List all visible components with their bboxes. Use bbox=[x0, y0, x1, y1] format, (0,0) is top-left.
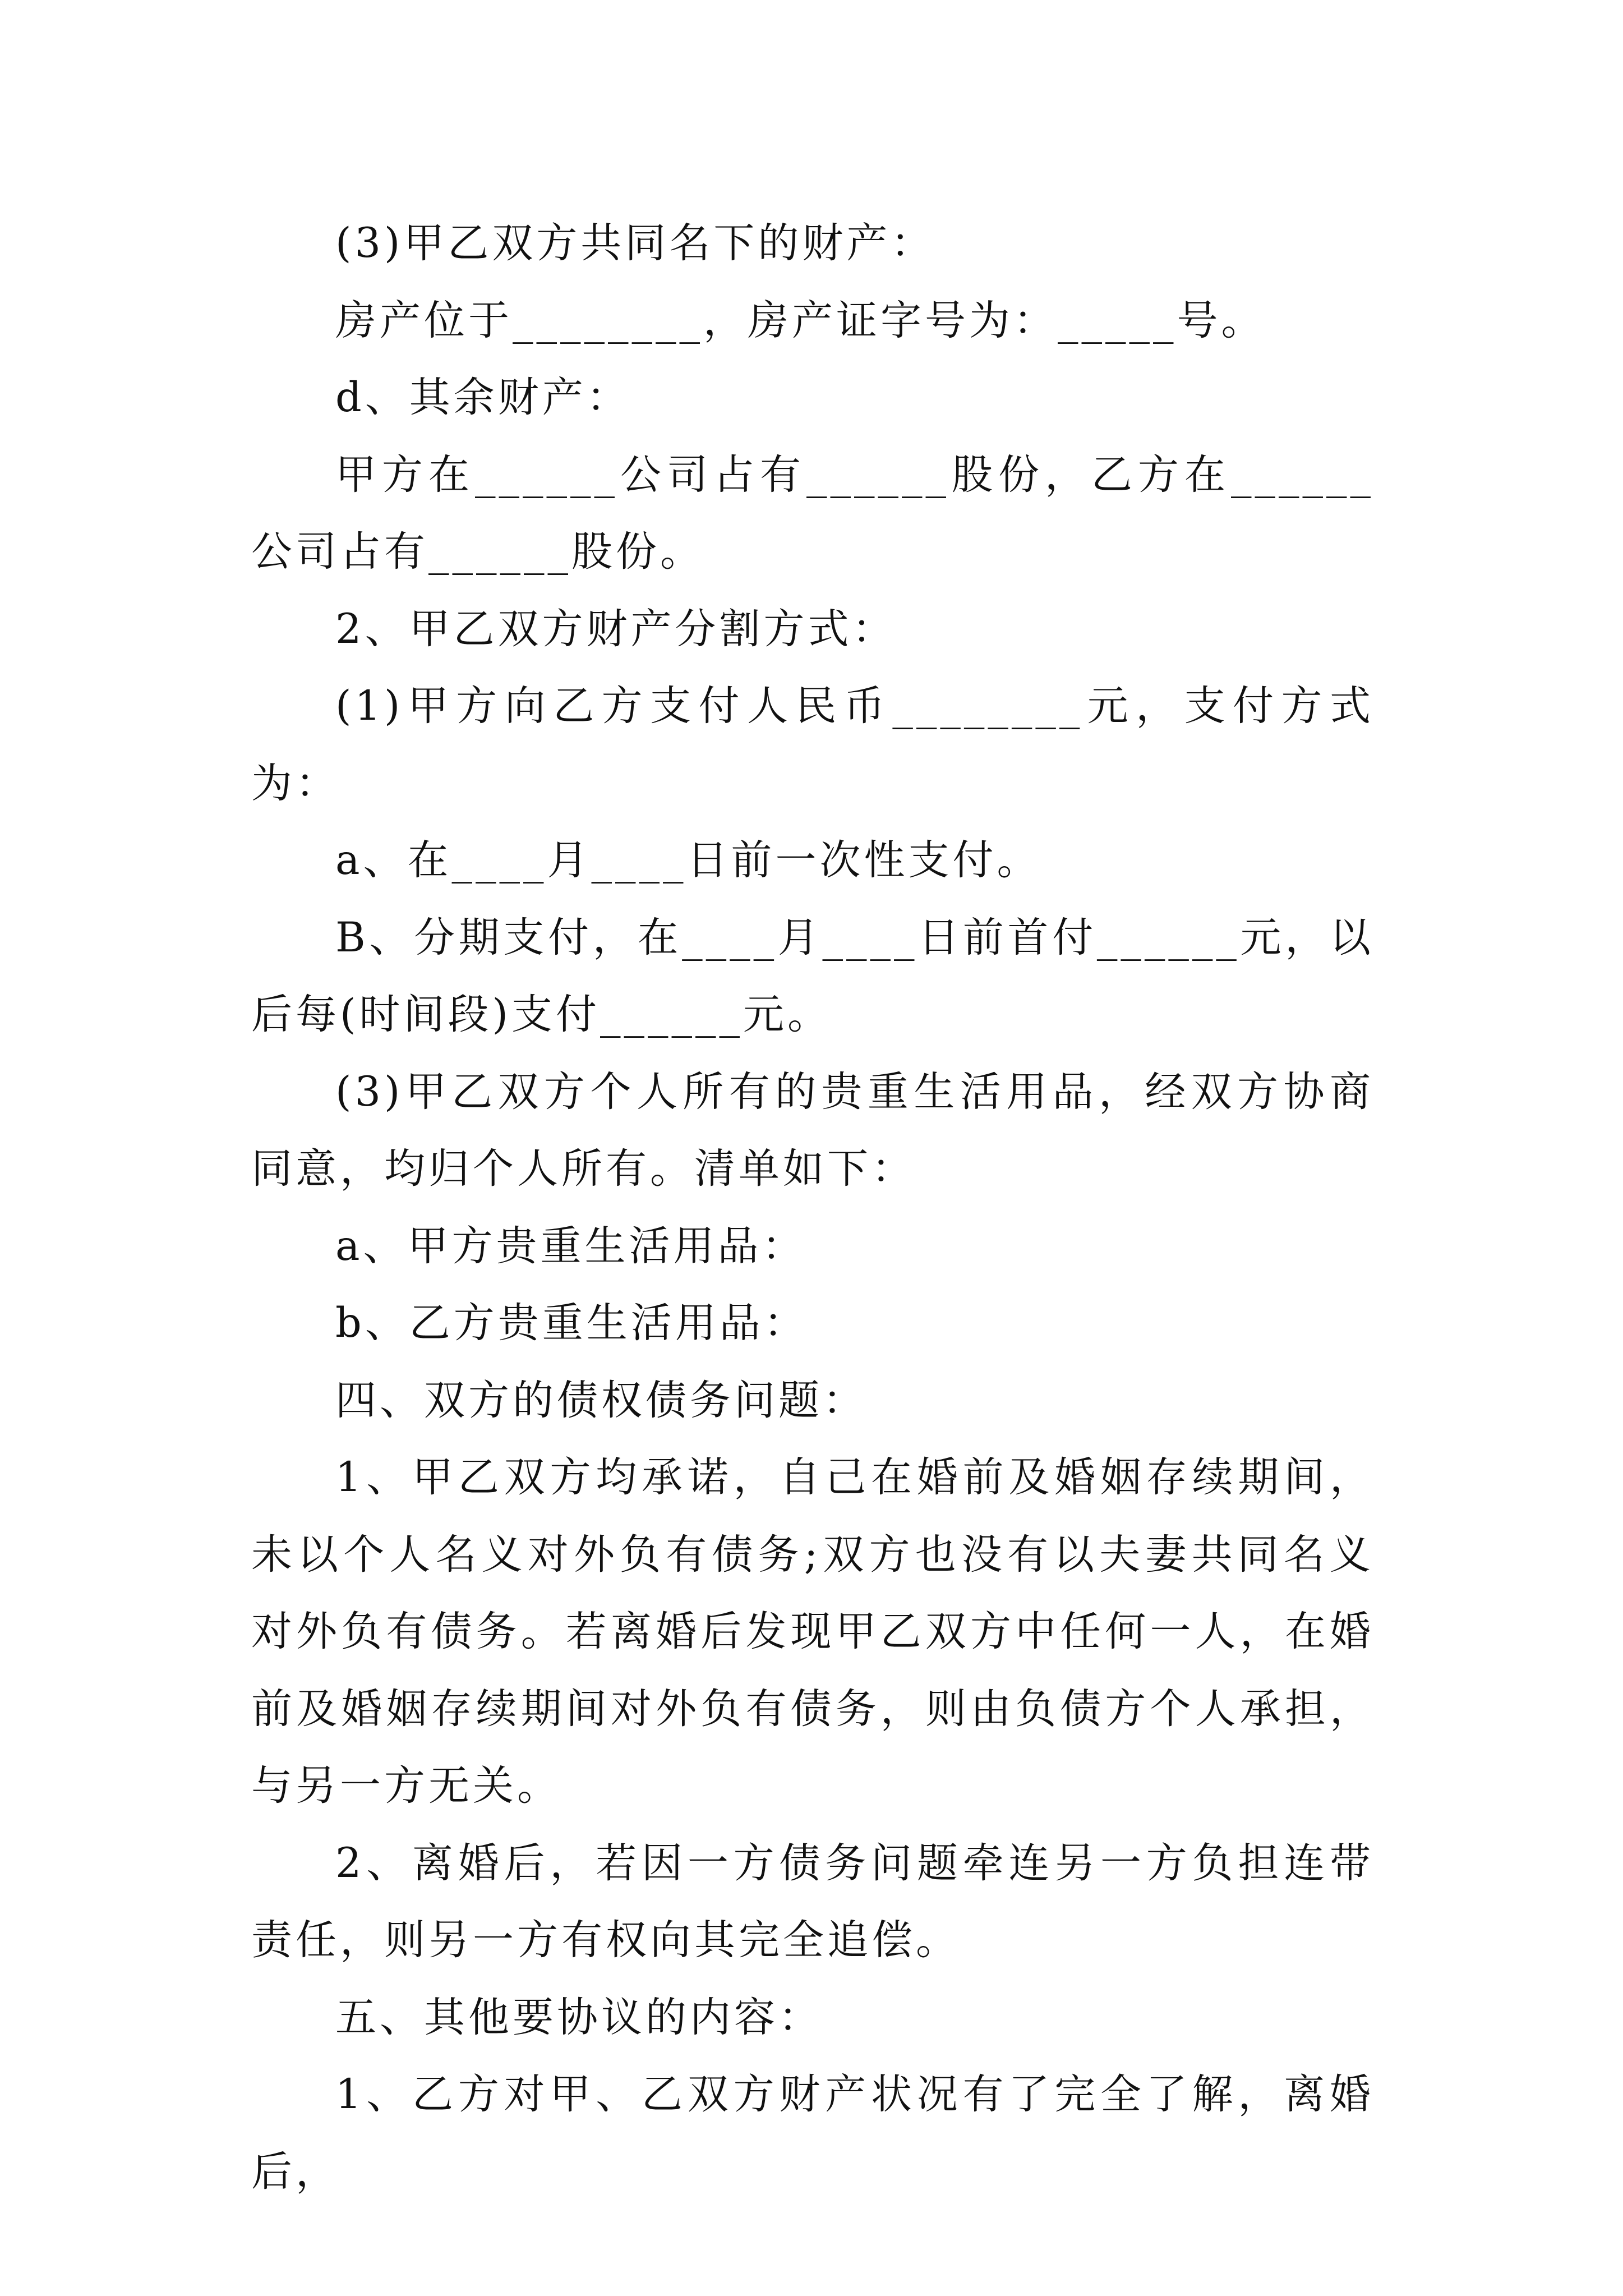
paragraph-lump-sum-payment: a、在____月____日前一次性支付。 bbox=[335, 836, 1041, 884]
paragraph-joint-liability: 2、离婚后，若因一方债务问题牵连另一方负担连带责任，则另一方有权向其完全追偿。 bbox=[251, 1839, 1374, 1964]
paragraph-division-method-heading: 2、甲乙双方财产分割方式： bbox=[335, 605, 897, 653]
paragraph-party-a-valuables: a、甲方贵重生活用品： bbox=[335, 1222, 806, 1270]
paragraph-property-acknowledgement: 1、乙方对甲、乙双方财产状况有了完全了解，离婚后， bbox=[251, 2070, 1374, 2196]
agreement-body bbox=[251, 205, 1374, 2210]
paragraph-personal-valuables: (3)甲乙双方个人所有的贵重生活用品，经双方协商同意，均归个人所有。清单如下： bbox=[251, 1068, 1374, 1193]
paragraph-party-b-valuables: b、乙方贵重生活用品： bbox=[335, 1299, 808, 1347]
paragraph-company-shares: 甲方在______公司占有______股份，乙方在______公司占有______股份。 bbox=[251, 450, 1374, 576]
paragraph-debt-commitment: 1、甲乙双方均承诺，自己在婚前及婚姻存续期间，未以个人名义对外负有债务;双方也没有以夫妻共同名义对外负有债务。若离婚后发现甲乙双方中任何一人，在婚前及婚姻存续期间对外负有债务，则由负债方个人承担，与另一方无关。 bbox=[251, 1453, 1374, 1810]
paragraph-joint-property-heading: (3)甲乙双方共同名下的财产： bbox=[335, 219, 935, 267]
paragraph-installment-payment: B、分期支付，在____月____日前首付______元，以后每(时间段)支付______元。 bbox=[251, 913, 1374, 1038]
paragraph-payment-amount: (1)甲方向乙方支付人民币________元，支付方式为： bbox=[251, 682, 1374, 807]
section-heading-debts: 四、双方的债权债务问题： bbox=[335, 1376, 867, 1424]
paragraph-house-property: 房产位于________，房产证字号为：_____号。 bbox=[335, 296, 1266, 344]
paragraph-other-property-heading: d、其余财产： bbox=[335, 374, 631, 421]
section-heading-other-terms: 五、其他要协议的内容： bbox=[335, 1993, 823, 2041]
